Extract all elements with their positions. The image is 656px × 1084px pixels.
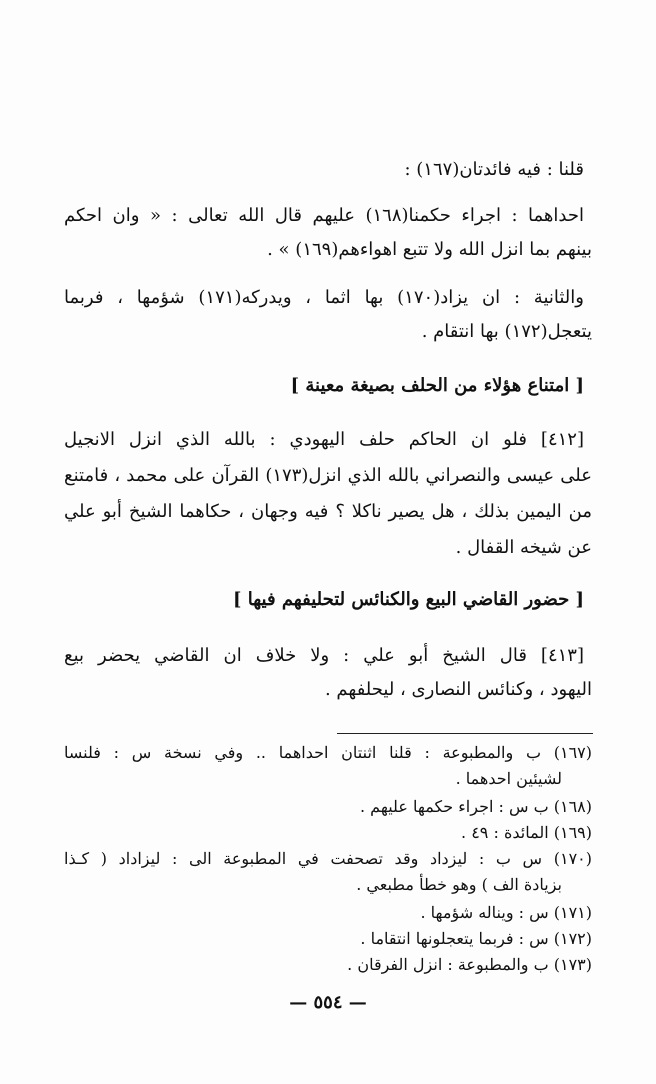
body-line-5: يتعجل(١٧٢) بها انتقام . <box>421 321 592 342</box>
body-line-3: بينهم بما انزل الله ولا تتبع اهواءهم(١٦٩) » . <box>267 239 592 260</box>
section-heading-2: [ حضور القاضي البيع والكنائس لتحليفهم فيها ] <box>232 589 584 610</box>
body-line-4: والثانية : ان يزاد(١٧٠) بها اثما ، ويدركه(١٧١) شؤمها ، فربما <box>64 287 584 308</box>
section-412-line-4: عن شيخه القفال . <box>455 537 592 558</box>
section-heading-1: [ امتناع هؤلاء من الحلف بصيغة معينة ] <box>290 375 584 396</box>
footnote-170: (١٧٠) س ب : ليزداد وقد تصحفت في المطبوعة الى : ليزاداد ( كـذا <box>64 849 592 868</box>
footnote-170-cont: بزيادة الف ) وهو خطأ مطبعي . <box>356 875 562 894</box>
section-413-line-1: [٤١٣] قال الشيخ أبو علي : ولا خلاف ان القاضي يحضر بيع <box>64 645 584 666</box>
body-line-2: احداهما : اجراء حكمنا(١٦٨) عليهم قال الله تعالى : « وان احكم <box>64 205 584 226</box>
footnote-168: (١٦٨) ب س : اجراء حكمها عليهم . <box>360 797 592 816</box>
footnote-169: (١٦٩) المائدة : ٤٩ . <box>461 823 592 842</box>
footnote-separator <box>337 733 593 734</box>
body-line-1: قلنا : فيه فائدتان(١٦٧) : <box>404 159 584 180</box>
section-412-line-3: من اليمين بذلك ، هل يصير ناكلا ؟ فيه وجهان ، حكاهما الشيخ أبو علي <box>64 501 592 522</box>
footnote-171: (١٧١) س : ويناله شؤمها . <box>420 903 592 922</box>
page-number: — ٥٥٤ — <box>289 992 367 1013</box>
footnote-173: (١٧٣) ب والمطبوعة : انزل الفرقان . <box>347 955 592 974</box>
section-412-line-2: على عيسى والنصراني بالله الذي انزل(١٧٣) القرآن على محمد ، فامتنع <box>64 465 592 486</box>
footnote-172: (١٧٢) س : فربما يتعجلونها انتقاما . <box>360 929 592 948</box>
footnote-167-cont: لشيئين احدهما . <box>455 769 562 788</box>
footnote-167: (١٦٧) ب والمطبوعة : قلنا اثنتان احداهما .. وفي نسخة س : فلنسا <box>64 743 592 762</box>
section-412-line-1: [٤١٢] فلو ان الحاكم حلف اليهودي : بالله الذي انزل الانجيل <box>64 429 584 450</box>
section-413-line-2: اليهود ، وكنائس النصارى ، ليحلفهم . <box>324 679 592 700</box>
